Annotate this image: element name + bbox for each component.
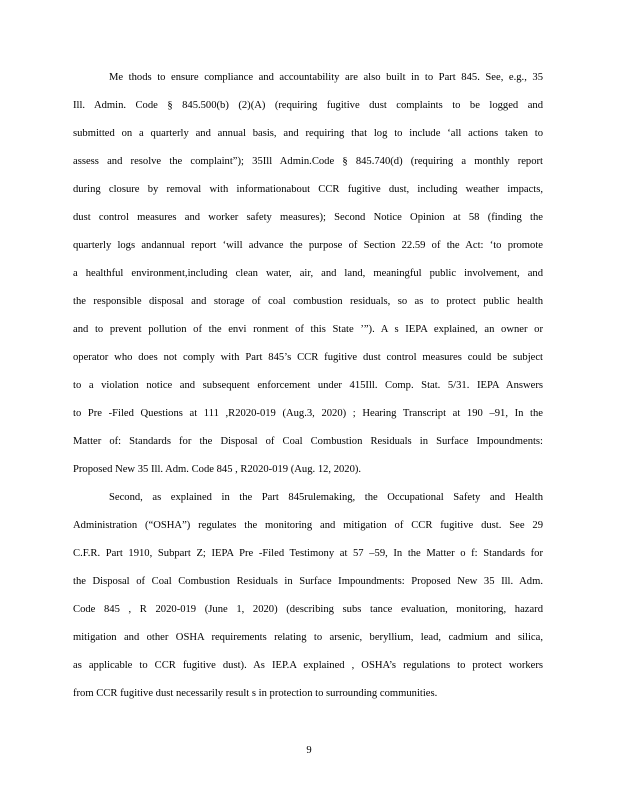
text-line: mitigation and other OSHA requirements relating to arsenic, beryllium, lead, cadmium and silica,	[73, 632, 543, 643]
text-line: Proposed New 35 Ill. Adm. Code 845 , R2020-019 (Aug. 12, 2020).	[73, 464, 362, 475]
text-line: and to prevent pollution of the envi ronment of this State ’”). A s IEPA explained, an owner or	[73, 324, 543, 335]
text-line: to a violation notice and subsequent enforcement under 415Ill. Comp. Stat. 5/31. IEPA Answers	[73, 380, 543, 391]
text-line: operator who does not comply with Part 845’s CCR fugitive dust control measures could be subject	[73, 352, 543, 363]
page-number: 9	[306, 745, 312, 756]
text-line: C.F.R. Part 1910, Subpart Z; IEPA Pre -Filed Testimony at 57 –59, In the Matter o f: Standards for	[73, 548, 543, 559]
text-line: from CCR fugitive dust necessarily result s in protection to surrounding communities.	[73, 688, 438, 699]
text-line: Matter of: Standards for the Disposal of Coal Combustion Residuals in Surface Impoundments:	[73, 436, 543, 447]
text-line: Ill. Admin. Code § 845.500(b) (2)(A) (requiring fugitive dust complaints to be logged and	[73, 100, 543, 111]
text-line: quarterly logs andannual report ‘will advance the purpose of Section 22.59 of the Act: ‘to promote	[73, 240, 543, 251]
text-line: a healthful environment,including clean water, air, and land, meaningful public involvement, and	[73, 268, 543, 279]
text-line: Code 845 , R 2020-019 (June 1, 2020) (describing subs tance evaluation, monitoring, hazard	[73, 604, 543, 615]
text-line: Second, as explained in the Part 845rulemaking, the Occupational Safety and Health	[109, 492, 543, 503]
text-line: dust control measures and worker safety measures); Second Notice Opinion at 58 (finding the	[73, 212, 543, 223]
text-line: submitted on a quarterly and annual basis, and requiring that log to include ‘all actions taken to	[73, 128, 543, 139]
text-line: as applicable to CCR fugitive dust). As IEP.A explained , OSHA’s regulations to protect workers	[73, 660, 543, 671]
text-line: Administration (“OSHA”) regulates the monitoring and mitigation of CCR fugitive dust. See 29	[73, 520, 543, 531]
text-line: during closure by removal with informationabout CCR fugitive dust, including weather impacts,	[73, 184, 543, 195]
text-line: the Disposal of Coal Combustion Residuals in Surface Impoundments: Proposed New 35 Ill. Adm.	[73, 576, 543, 587]
text-line: the responsible disposal and storage of coal combustion residuals, so as to protect public health	[73, 296, 543, 307]
text-line: Me thods to ensure compliance and accountability are also built in to Part 845. See, e.g., 35	[109, 72, 543, 83]
text-line: assess and resolve the complaint”); 35Ill Admin.Code § 845.740(d) (requiring a monthly report	[73, 156, 543, 167]
text-line: to Pre -Filed Questions at 111 ,R2020-019 (Aug.3, 2020) ; Hearing Transcript at 190 –91, In the	[73, 408, 543, 419]
